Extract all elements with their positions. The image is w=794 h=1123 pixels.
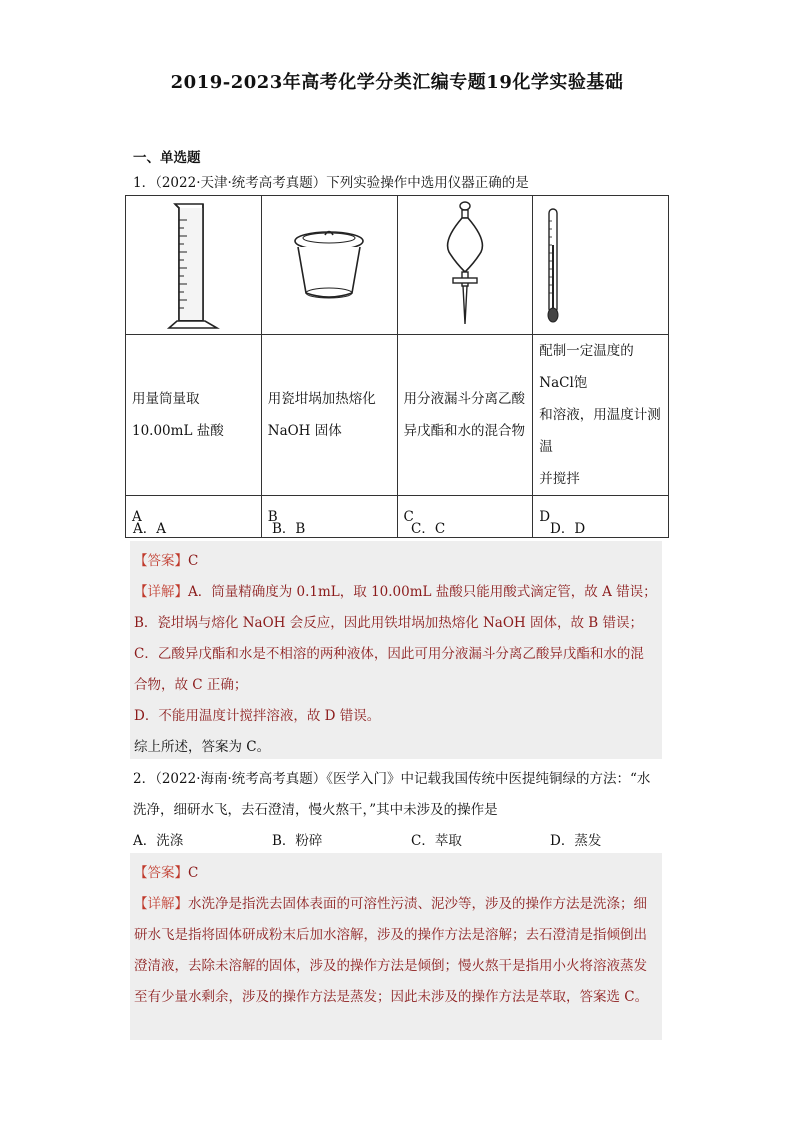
option-a-desc-line: 用量筒量取 [132,391,200,407]
option-b-desc-line: 用瓷坩埚加热熔化 [267,391,376,407]
graduated-cylinder-icon [163,200,223,330]
detail-line: 研水飞是指将固体研成粉末后加水溶解，涉及的操作方法是溶解；去石澄清是指倾倒出 [134,927,647,943]
detail-line [134,892,647,912]
option-c-desc-line: 异戊酯和水的混合物 [403,423,525,439]
choice-a[interactable]: A．A [133,521,166,537]
options-table [125,195,669,538]
choice-b[interactable]: B．粉碎 [272,833,323,849]
page-title: 2019-2023年高考化学分类汇编专题19化学实验基础 [170,72,624,93]
separatory-funnel-icon [435,200,495,330]
answer-tag: 【答案】 [134,553,188,569]
option-a-desc [126,335,262,496]
option-b-image-cell [261,196,397,335]
detail-line: C．乙酸异戊酯和水是不相溶的两种液体，因此可用分液漏斗分离乙酸异戊酯和水的混 [134,646,644,662]
option-c-desc-line: 用分液漏斗分离乙酸 [403,391,525,407]
option-c-desc [397,335,533,496]
option-a-image-cell [126,196,262,335]
question-2-choices [133,829,689,849]
choice-c[interactable]: C．萃取 [411,833,462,849]
detail-tag: 【详解】 [134,896,188,912]
thermometer-icon [543,205,563,325]
question-2-answer-box [130,853,662,1040]
question-1-stem: 1．（2022·天津·统考高考真题）下列实验操作中选用仪器正确的是 [133,175,529,191]
option-a-label: A [126,496,262,538]
option-d-label: D [533,496,669,538]
option-b-label: B [261,496,397,538]
choice-d[interactable]: D．蒸发 [550,833,602,849]
crucible-icon [284,225,374,305]
section-heading: 一、单选题 [133,150,201,166]
option-b-desc [261,335,397,496]
option-a-desc-line: 10.00mL 盐酸 [132,423,224,439]
answer-line [134,549,198,569]
detail-line: B．瓷坩埚与熔化 NaOH 会反应，因此用铁坩埚加热熔化 NaOH 固体，故 B 错误； [134,615,643,631]
option-b-desc-line: NaOH 固体 [267,423,342,439]
option-d-desc-line: 配制一定温度的NaCl饱 [539,343,634,391]
answer-value: C [188,865,199,881]
answer-tag: 【答案】 [134,865,188,881]
choice-a[interactable]: A．洗涤 [133,833,184,849]
detail-tag: 【详解】 [134,584,188,600]
detail-text: 水洗净是指洗去固体表面的可溶性污渍、泥沙等，涉及的操作方法是洗涤；细 [188,896,647,912]
choice-b[interactable]: B．B [272,521,306,537]
option-c-image-cell [397,196,533,335]
choice-c[interactable]: C．C [411,521,446,537]
detail-line: 至有少量水剩余，涉及的操作方法是蒸发；因此未涉及的操作方法是萃取，答案选 C。 [134,989,649,1005]
option-d-desc-line: 并搅拌 [539,471,580,487]
answer-line [134,861,198,881]
choice-d[interactable]: D．D [550,521,586,537]
detail-line: 澄清液，去除未溶解的固体，涉及的操作方法是倾倒；慢火熬干是指用小火将溶液蒸发 [134,958,647,974]
question-1-answer-box [130,541,662,759]
option-d-desc-line: 和溶液，用温度计测温 [539,407,661,455]
detail-line: 合物，故 C 正确； [134,677,248,693]
question-2-stem-line: 洗净，细研水飞，去石澄清，慢火熬干，”其中未涉及的操作是 [133,802,498,818]
detail-text: A．筒量精确度为 0.1mL，取 10.00mL 盐酸只能用酸式滴定管，故 A 错误； [188,584,657,600]
question-2-stem-line: 2．（2022·海南·统考高考真题）《医学入门》中记载我国传统中医提纯铜绿的方法：“水 [133,771,651,787]
answer-value: C [188,553,199,569]
detail-line: D．不能用温度计搅拌溶液，故 D 错误。 [134,708,381,724]
option-d-desc [533,335,669,496]
detail-summary: 综上所述，答案为 C。 [134,739,271,755]
option-d-image-cell [533,196,669,335]
question-1-choices [133,517,689,537]
option-c-label: C [397,496,533,538]
detail-line [134,580,657,600]
